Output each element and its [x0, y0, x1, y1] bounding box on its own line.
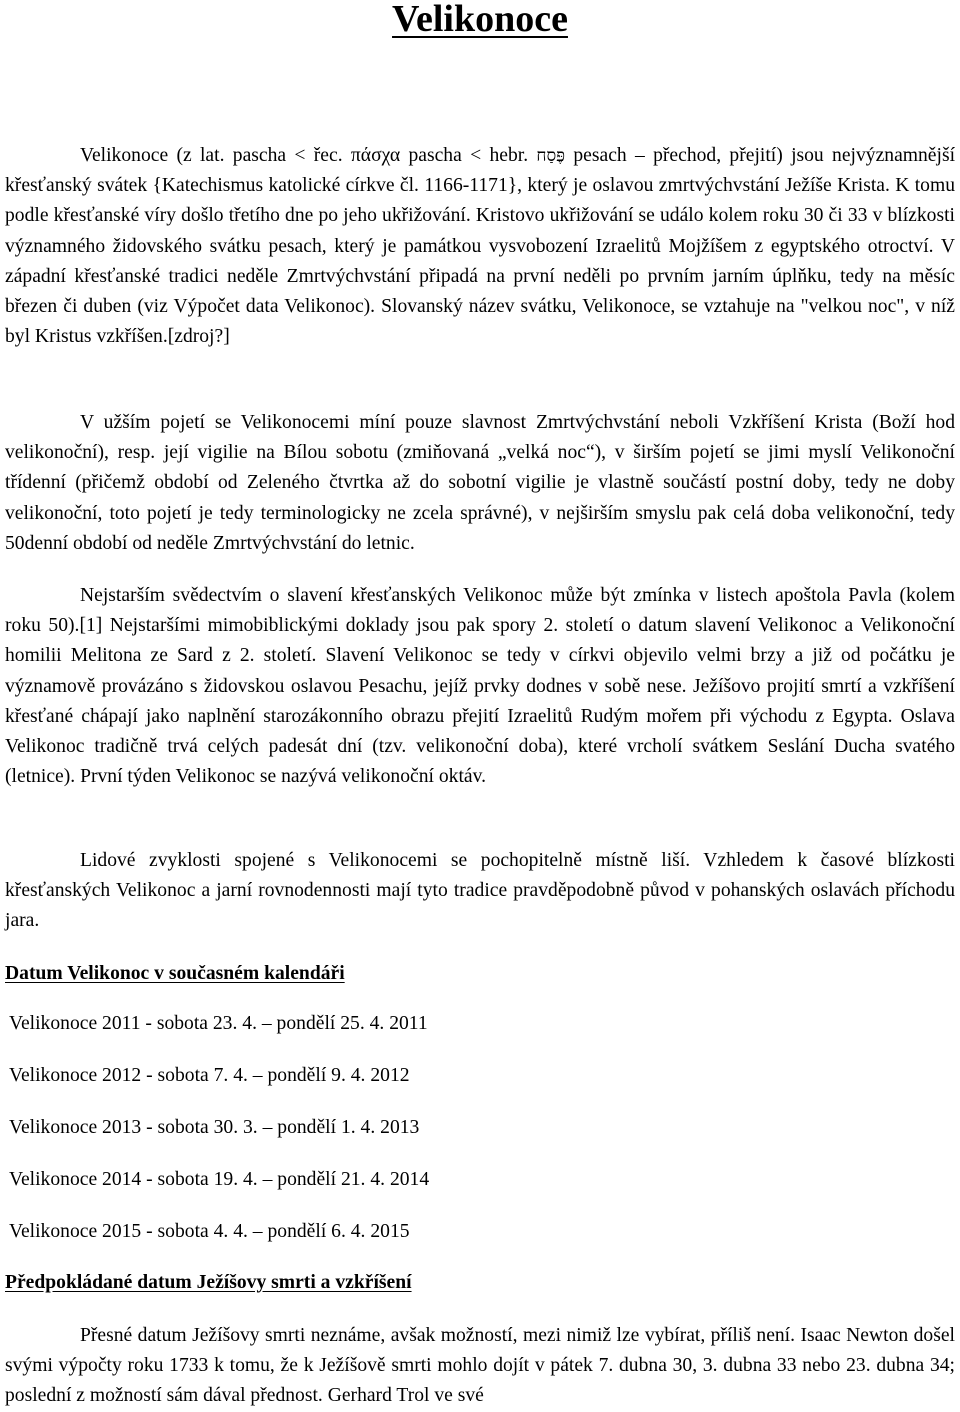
paragraph-history: Nejstarším svědectvím o slavení křesťanských Velikonoc může být zmínka v listech apoštola Pavla (kolem roku 50).[1] Nejstaršími mimobiblickými doklady jsou pak spory 2. století o datum slavení Velikonoc a Velikonoční homilii Melitona ze Sard z 2. století. Slavení Velikonoc se tedy v církvi objevilo velmi brzy a již od počátku je významově provázáno s židovskou oslavou Pesachu, jejíž prvky dodnes v sobě nese. Ježíšovo projití smrtí a vzkříšení křesťané chápají jako naplnění starozákonního obrazu přejití Izraelitů Rudým mořem při východu z Egypta. Oslava Velikonoc tradičně trvá celých padesát dní (tzv. velikonoční doba), které vrcholí svátkem Seslání Ducha svatého (letnice). První týden Velikonoc se nazývá velikonoční oktáv.	[5, 585, 955, 788]
section-heading-dates: Datum Velikonoc v současném kalendáři	[5, 963, 345, 984]
hebrew-word: פֶּסַח	[536, 146, 566, 166]
list-item: Velikonoce 2013 - sobota 30. 3. – pondělí 1. 4. 2013	[9, 1117, 420, 1138]
paragraph-folk-customs: Lidové zvyklosti spojené s Velikonocemi se pochopitelně místně liší. Vzhledem k časové blízkosti křesťanských Velikonoc a jarní rovnodennosti mají tyto tradice pravděpodobně původ v pohanských oslavách příchodu jara.	[5, 850, 955, 932]
list-item: Velikonoce 2011 - sobota 23. 4. – pondělí 25. 4. 2011	[9, 1013, 428, 1034]
paragraph-narrow-sense: V užším pojetí se Velikonocemi míní pouze slavnost Zmrtvýchvstání neboli Vzkříšení Krista (Boží hod velikonoční), resp. její vigilie na Bílou sobotu (zmiňovaná „velká noc“), v širším pojetí se jimi myslí Velikonoční třídenní (přičemž období od Zeleného čtvrtka až do sobotní vigilie je vlastně součástí postní doby, tedy ne doby velikonoční, toto pojetí je tedy terminologicky ne zcela správné), v nejširším smyslu pak celá doba velikonoční, tedy 50denní období od neděle Zmrtvýchvstání do letnic.	[5, 412, 955, 554]
intro-text-part-1: Velikonoce (z lat. pascha < řec. πάσχα pascha < hebr.	[80, 145, 537, 166]
list-item: Velikonoce 2014 - sobota 19. 4. – pondělí 21. 4. 2014	[9, 1169, 430, 1190]
page-title: Velikonoce	[392, 0, 568, 40]
section-heading-death-date: Předpokládané datum Ježíšovy smrti a vzkříšení	[5, 1272, 412, 1293]
intro-text-part-2: pesach – přechod, přejití) jsou nejvýznamnější křesťanský svátek {Katechismus katolické církve čl. 1166-1171}, který je oslavou zmrtvýchvstání Ježíše Krista. K tomu podle křesťanské víry došlo třetího dne po jeho ukřižování. Kristovo ukřižování se událo kolem roku 30 či 33 v blízkosti významného židovského svátku pesach, který je památkou vysvobození Izraelitů Mojžíšem z egyptského otroctví. V západní křesťanské tradici neděle Zmrtvýchvstání připadá na první neděli po prvním jarním úplňku, tedy na měsíc březen či duben (viz Výpočet data Velikonoc). Slovanský název svátku, Velikonoce, se vztahuje na "velkou noc", v níž byl Kristus vzkříšen.[zdroj?]	[5, 145, 956, 348]
document-page	[5, 0, 956, 1407]
list-item: Velikonoce 2015 - sobota 4. 4. – pondělí 6. 4. 2015	[9, 1221, 410, 1242]
intro-paragraph	[5, 141, 955, 352]
easter-dates-list	[9, 1012, 429, 1272]
list-item: Velikonoce 2012 - sobota 7. 4. – pondělí 9. 4. 2012	[9, 1065, 410, 1086]
paragraph-death-date: Přesné datum Ježíšovy smrti neznáme, avšak možností, mezi nimiž lze vybírat, příliš není. Isaac Newton došel svými výpočty roku 1733 k tomu, že k Ježíšově smrti mohlo dojít v pátek 7. dubna 30, 3. dubna 33 nebo 23. dubna 34; poslední z možností sám dával přednost. Gerhard Trol ve své	[5, 1325, 955, 1407]
